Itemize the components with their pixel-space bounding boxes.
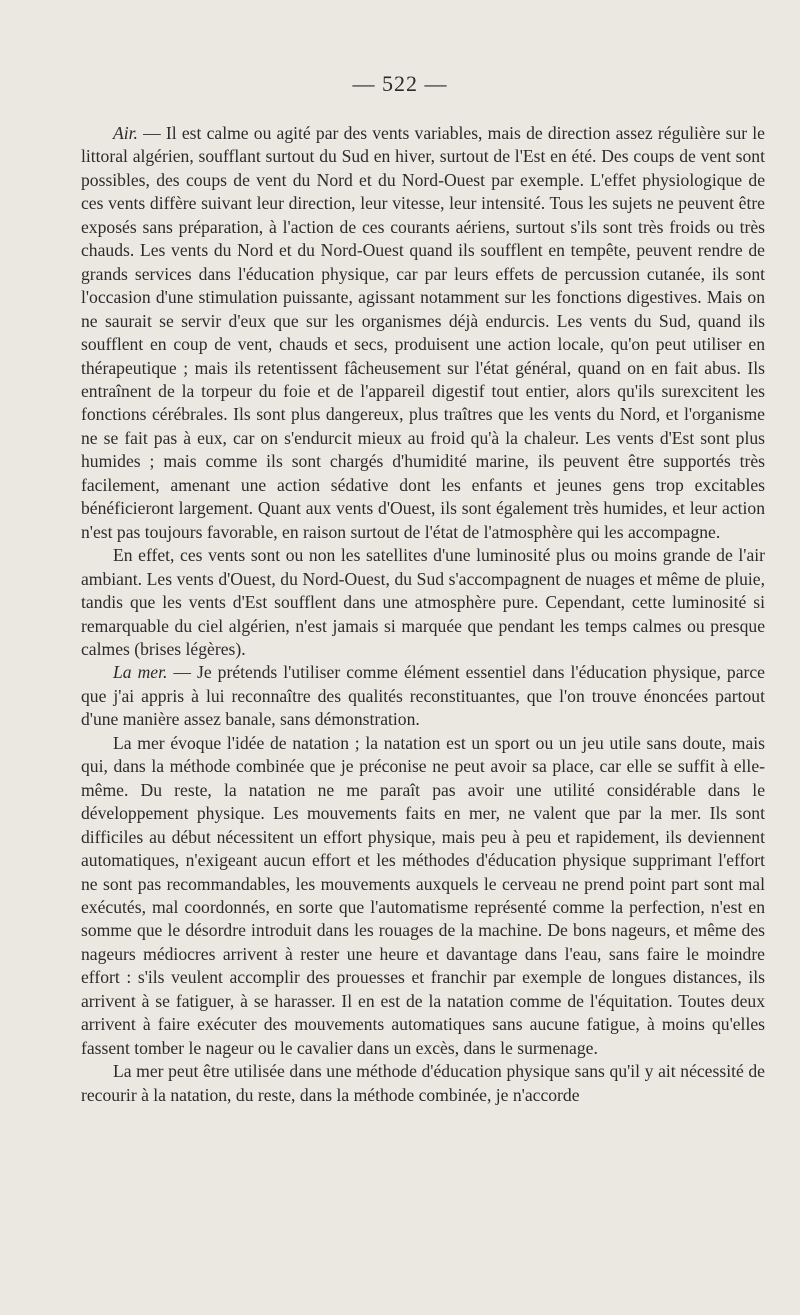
paragraph-natation bbox=[81, 732, 765, 1060]
paragraph-lead: La mer. bbox=[113, 662, 168, 683]
paragraph-air bbox=[81, 122, 765, 544]
paragraph-text: En effet, ces vents sont ou non les satellites d'une luminosité plus ou moins grande de l'air ambiant. Les vents d'Ouest, du Nord-Ouest, du Sud s'accompagnent de nuages et même de pluie, tandis que les vents d'Est soufflent dans une atmosphère pure. Cependant, cette luminosité si remarquable du ciel algérien, n'est jamais si marquée que pendant les temps calmes ou presque calmes (brises légères). bbox=[81, 545, 765, 659]
paragraph-lead: Air. bbox=[113, 123, 138, 143]
paragraph-methode bbox=[81, 1060, 765, 1107]
paragraph-luminosity bbox=[81, 544, 765, 661]
page-number: — 522 — bbox=[352, 71, 448, 96]
paragraph-text: — Il est calme ou agité par des vents variables, mais de direction assez régulière sur le littoral algérien, soufflant surtout du Sud en hiver, surtout de l'Est en été. Des coups de vent sont possibles, des coups de vent du Nord et du Nord-Ouest par exemple. L'effet physiologique de ces vents diffère suivant leur direction, leur vitesse, leur intensité. Tous les sujets ne peuvent être exposés sans préparation, à l'action de ces courants aériens, surtout s'ils sont très froids ou très chauds. Les vents du Nord et du Nord-Ouest quand ils soufflent en tempête, peuvent rendre de grands services dans l'éducation physique, car par leurs effets de percussion cutanée, ils sont l'occasion d'une stimulation puissante, agissant notamment sur les fonctions digestives. Mais on ne saurait se servir d'eux que sur les organismes déjà endurcis. Les vents du Sud, quand ils soufflent en coup de vent, chauds et secs, produisent une action locale, qu'on peut utiliser en thérapeutique ; mais ils retentissent fâcheusement sur l'état général, quand on en fait abus. Ils entraînent de la torpeur du foie et de l'appareil digestif tout entier, alors qu'ils surexcitent les fonctions cérébrales. Ils sont plus dangereux, plus traîtres que les vents du Nord, et l'organisme ne se fait pas à eux, car on s'endurcit mieux au froid qu'à la chaleur. Les vents d'Est sont plus humides ; mais comme ils sont chargés d'humidité marine, ils peuvent être supportés très facilement, amenant une action sédative dont les enfants et jeunes gens trop excitables bénéficieront largement. Quant aux vents d'Ouest, ils sont également très humides, et leur action n'est pas toujours favorable, en raison surtout de l'état de l'atmosphère qui les accompagne. bbox=[81, 123, 765, 542]
paragraph-la-mer bbox=[81, 661, 765, 731]
paragraph-text: — Je prétends l'utiliser comme élément essentiel dans l'éducation physique, parce que j'ai appris à lui reconnaître des qualités reconstituantes, que l'on trouve énoncées partout d'une manière assez banale, sans démonstration. bbox=[81, 662, 765, 730]
paragraph-text: La mer peut être utilisée dans une méthode d'éducation physique sans qu'il y ait nécessité de recourir à la natation, du reste, dans la méthode combinée, je n'accorde bbox=[81, 1061, 765, 1105]
paragraph-text: La mer évoque l'idée de natation ; la natation est un sport ou un jeu utile sans doute, mais qui, dans la méthode combinée que je préconise ne peut avoir sa place, car elle se suffit à elle-même. Du reste, la natation ne me paraît pas avoir une utilité considérable dans le développement physique. Les mouvements faits en mer, ne valent que par la mer. Ils sont difficiles au début nécessitent un effort physique, mais peu à peu et rapidement, ils deviennent automatiques, n'exigeant aucun effort et les méthodes d'éducation physique supprimant l'effort ne sont pas recommandables, les mouvements auxquels le cerveau ne prend point part sont mal exécutés, mal coordonnés, en sorte que l'automatisme représenté comme la perfection, n'est en somme que le désordre introduit dans les rouages de la machine. De bons nageurs, et même des nageurs médiocres arrivent à rester une heure et davantage dans l'eau, sans faire le moindre effort : s'ils veulent accomplir des prouesses et franchir par exemple de longues distances, ils arrivent à se fatiguer, à se harasser. Il en est de la natation comme de l'équitation. Toutes deux arrivent à faire exécuter des mouvements automatiques sans aucune fatigue, à moins qu'elles fassent tomber le nageur ou le cavalier dans un excès, dans le surmenage. bbox=[81, 732, 765, 1058]
body-text bbox=[81, 122, 765, 1107]
